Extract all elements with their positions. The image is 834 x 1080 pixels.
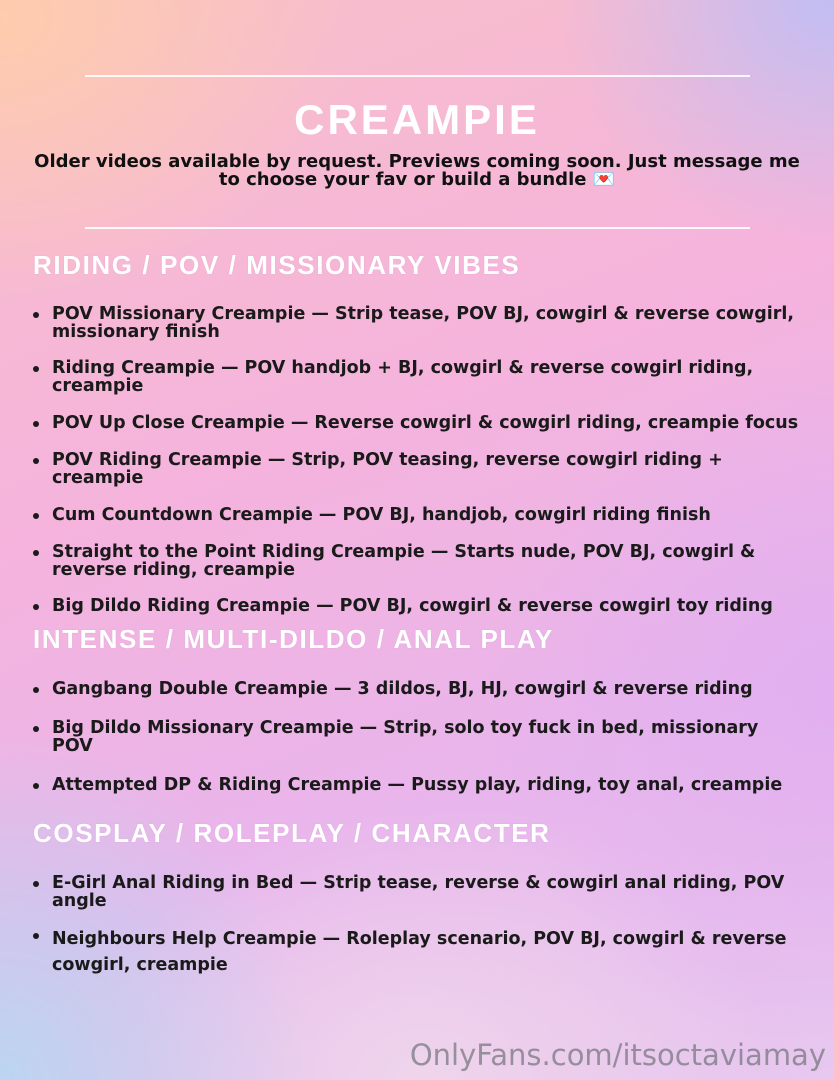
video-list [33,680,803,794]
list-item: POV Missionary Creampie — Strip tease, POV BJ, cowgirl & reverse cowgirl, missionary finish [33,305,803,341]
list-item: Riding Creampie — POV handjob + BJ, cowgirl & reverse cowgirl riding, creampie [33,359,803,395]
page-title: CREAMPIE [294,96,540,143]
list-item: POV Riding Creampie — Strip, POV teasing, reverse cowgirl riding + creampie [33,451,803,487]
list-item: Big Dildo Riding Creampie — POV BJ, cowgirl & reverse cowgirl toy riding [33,597,803,615]
list-item: Neighbours Help Creampie — Roleplay scenario, POV BJ, cowgirl & reverse cowgirl, creampie [33,926,803,978]
list-item: POV Up Close Creampie — Reverse cowgirl & cowgirl riding, creampie focus [33,414,803,432]
list-item: Gangbang Double Creampie — 3 dildos, BJ, HJ, cowgirl & reverse riding [33,680,803,698]
video-list [33,874,803,978]
watermark: OnlyFans.com/itsoctaviamay [409,1038,826,1072]
section-heading: INTENSE / MULTI-DILDO / ANAL PLAY [33,624,554,654]
subtitle: Older videos available by request. Previews coming soon. Just message me to choose your fav or build a bundle 💌 [34,151,800,190]
video-list [33,305,803,615]
list-item: Big Dildo Missionary Creampie — Strip, solo toy fuck in bed, missionary POV [33,719,803,755]
divider-top [85,75,750,77]
section-heading: RIDING / POV / MISSIONARY VIBES [33,250,521,280]
section-heading: COSPLAY / ROLEPLAY / CHARACTER [33,818,551,848]
list-item: Straight to the Point Riding Creampie — Starts nude, POV BJ, cowgirl & reverse riding, creampie [33,543,803,579]
divider-bottom [85,227,750,229]
list-item: Cum Countdown Creampie — POV BJ, handjob, cowgirl riding finish [33,506,803,524]
list-item: E-Girl Anal Riding in Bed — Strip tease, reverse & cowgirl anal riding, POV angle [33,874,803,910]
list-item: Attempted DP & Riding Creampie — Pussy play, riding, toy anal, creampie [33,776,803,794]
